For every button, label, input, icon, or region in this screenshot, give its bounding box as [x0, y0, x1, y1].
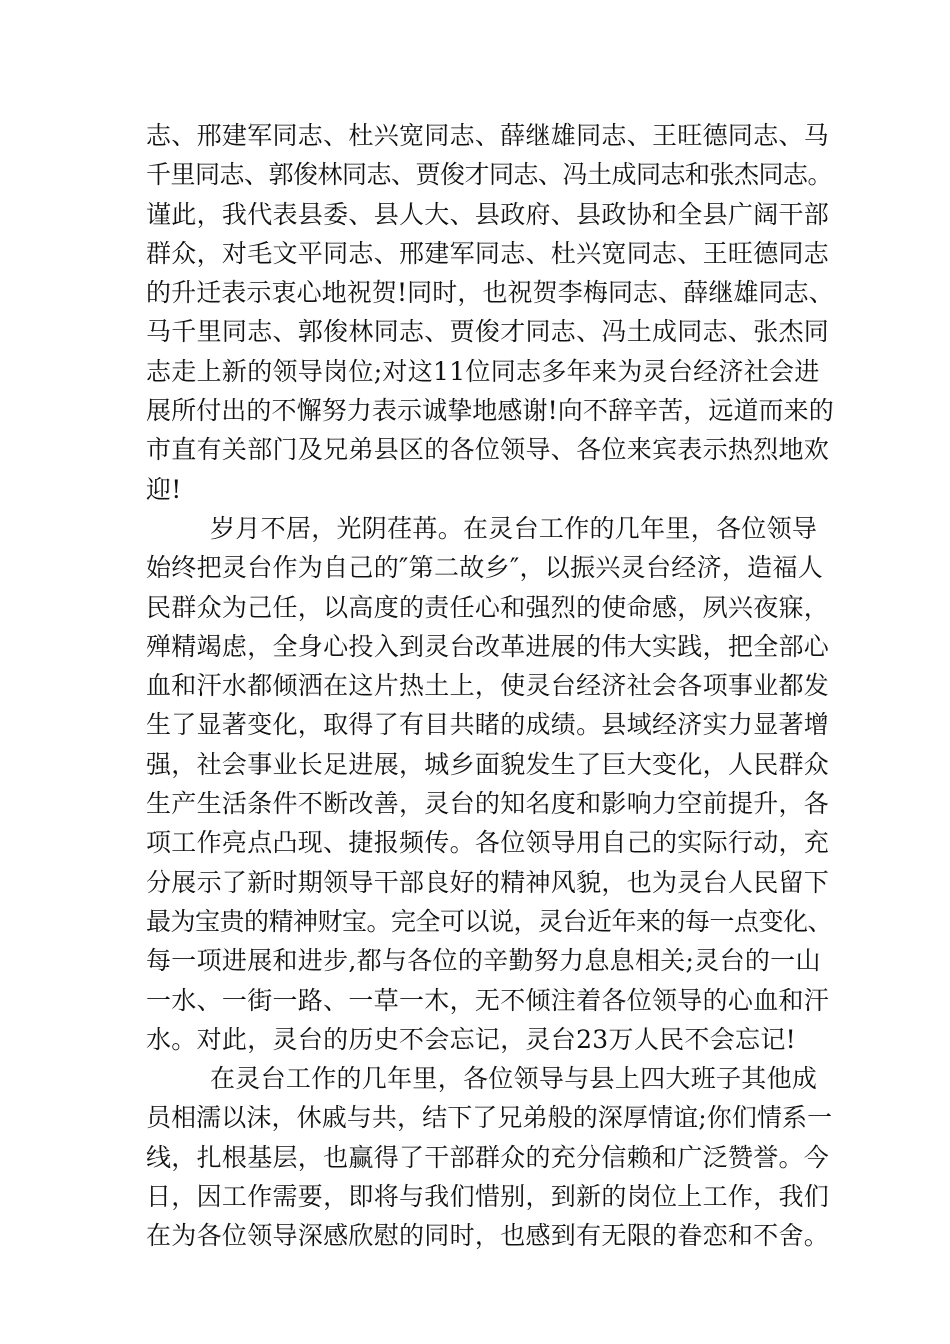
text-line: 始终把灵台作为自己的″第二故乡″，以振兴灵台经济，造福人	[146, 553, 824, 583]
text-line: 民群众为己任，以高度的责任心和强烈的使命感，夙兴夜寐，	[146, 592, 830, 622]
document-body	[146, 116, 834, 1256]
text-line: 一水、一街一路、一草一木，无不倾注着各位领导的心血和汗	[146, 985, 830, 1015]
text-line: 迎!	[146, 474, 182, 504]
text-line: 展所付出的不懈努力表示诚挚地感谢!向不辞辛苦，远道而来的	[146, 396, 834, 426]
text-line: 分展示了新时期领导干部良好的精神风貌，也为灵台人民留下	[146, 867, 830, 897]
text-line: 日，因工作需要，即将与我们惜别，到新的岗位上工作，我们	[146, 1182, 830, 1212]
text-line: 生了显著变化，取得了有目共睹的成绩。县域经济实力显著增	[146, 710, 830, 740]
text-line: 最为宝贵的精神财宝。完全可以说，灵台近年来的每一点变化、	[146, 906, 833, 936]
paragraph-start: 岁月不居，光阴荏苒。在灵台工作的几年里，各位领导	[210, 513, 818, 543]
text-line: 生产生活条件不断改善，灵台的知名度和影响力空前提升，各	[146, 789, 830, 819]
text-line: 的升迁表示衷心地祝贺!同时，也祝贺李梅同志、薛继雄同志、	[146, 278, 834, 308]
text-line: 马千里同志、郭俊林同志、贾俊才同志、冯土成同志、张杰同	[146, 317, 830, 347]
text-line: 志、邢建军同志、杜兴宽同志、薛继雄同志、王旺德同志、马	[146, 121, 830, 150]
text-line: 员相濡以沫，休戚与共，结下了兄弟般的深厚情谊;你们情系一	[146, 1103, 833, 1133]
text-line: 千里同志、郭俊林同志、贾俊才同志、冯土成同志和张杰同志。	[146, 160, 833, 190]
text-line: 市直有关部门及兄弟县区的各位领导、各位来宾表示热烈地欢	[146, 435, 830, 465]
text-line: 水。对此，灵台的历史不会忘记，灵台23万人民不会忘记!	[146, 1024, 796, 1054]
text-line: 谨此，我代表县委、县人大、县政府、县政协和全县广阔干部	[146, 199, 830, 229]
paragraph-start: 在灵台工作的几年里，各位领导与县上四大班子其他成	[210, 1064, 818, 1094]
text-line: 在为各位领导深感欣慰的同时，也感到有无限的眷恋和不舍。	[146, 1221, 830, 1251]
text-line: 群众，对毛文平同志、邢建军同志、杜兴宽同志、王旺德同志	[146, 238, 830, 268]
text-line: 项工作亮点凸现、捷报频传。各位领导用自己的实际行动，充	[146, 828, 830, 858]
text-line: 志走上新的领导岗位;对这11位同志多年来为灵台经济社会进	[146, 356, 820, 386]
text-line: 每一项进展和进步,都与各位的辛勤努力息息相关;灵台的一山	[146, 946, 821, 976]
text-line: 殚精竭虑，全身心投入到灵台改革进展的伟大实践，把全部心	[146, 631, 830, 661]
text-line: 线，扎根基层，也赢得了干部群众的充分信赖和广泛赞誉。今	[146, 1142, 830, 1172]
text-line: 强，社会事业长足进展，城乡面貌发生了巨大变化，人民群众	[146, 749, 830, 779]
text-line: 血和汗水都倾洒在这片热土上，使灵台经济社会各项事业都发	[146, 671, 830, 701]
